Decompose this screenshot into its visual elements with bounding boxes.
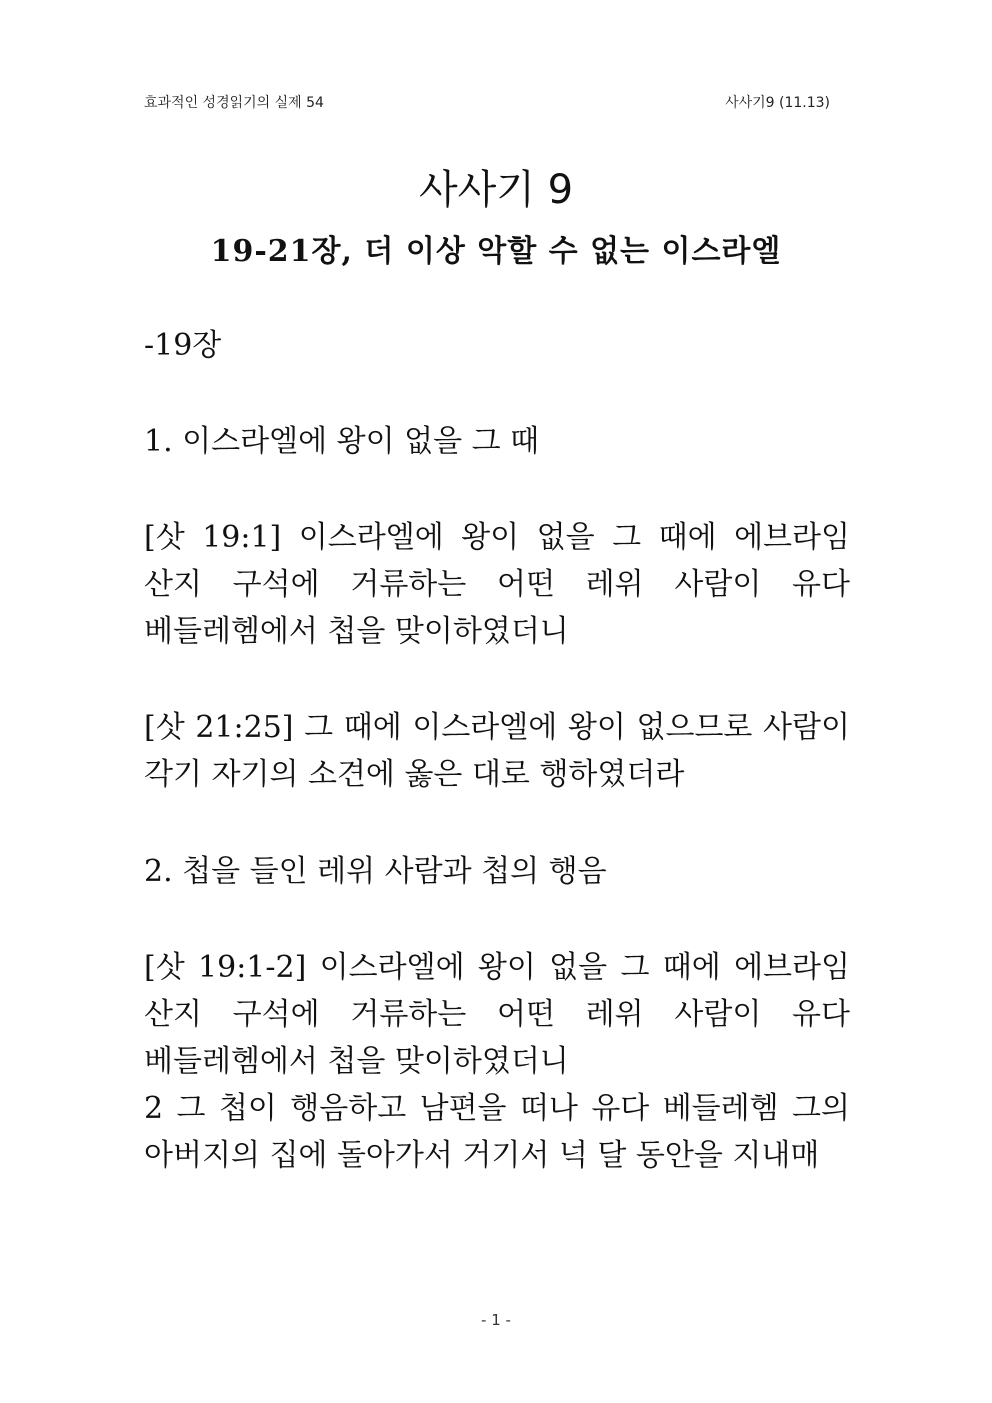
section-heading-2: 2. 첩을 들인 레위 사람과 첩의 행음 [144,854,607,889]
page-title: 사사기 9 [418,167,574,213]
page-subtitle: 19-21장, 더 이상 악할 수 없는 이스라엘 [210,234,782,269]
header-right-text: 사사기9 (11.13) [725,95,830,111]
verse-judges-19-1: [삿 19:1] 이스라엘에 왕이 없을 그 때에 에브라임 산지 구석에 거류하는 어떤 레위 사람이 유다 베들레헴에서 첩을 맞이하였더니 [144,520,850,649]
verse-line-2: 2 그 첩이 행음하고 남편을 떠나 유다 베들레헴 그의 아버지의 집에 돌아가서 거기서 넉 달 동안을 지내매 [144,1091,850,1173]
page-number: - 1 - [481,1311,511,1329]
verse-judges-21-25: [삿 21:25] 그 때에 이스라엘에 왕이 없으므로 사람이 각기 자기의 소견에 옳은 대로 행하였더라 [144,710,850,792]
header-left-text: 효과적인 성경읽기의 실제 54 [144,95,324,111]
chapter-marker: -19장 [144,328,222,363]
section-heading-1: 1. 이스라엘에 왕이 없을 그 때 [144,424,540,459]
verse-line-1: [삿 19:1-2] 이스라엘에 왕이 없을 그 때에 에브라임 산지 구석에 거류하는 어떤 레위 사람이 유다 베들레헴에서 첩을 맞이하였더니 [144,950,850,1079]
verse-judges-19-1-2 [144,944,850,1179]
